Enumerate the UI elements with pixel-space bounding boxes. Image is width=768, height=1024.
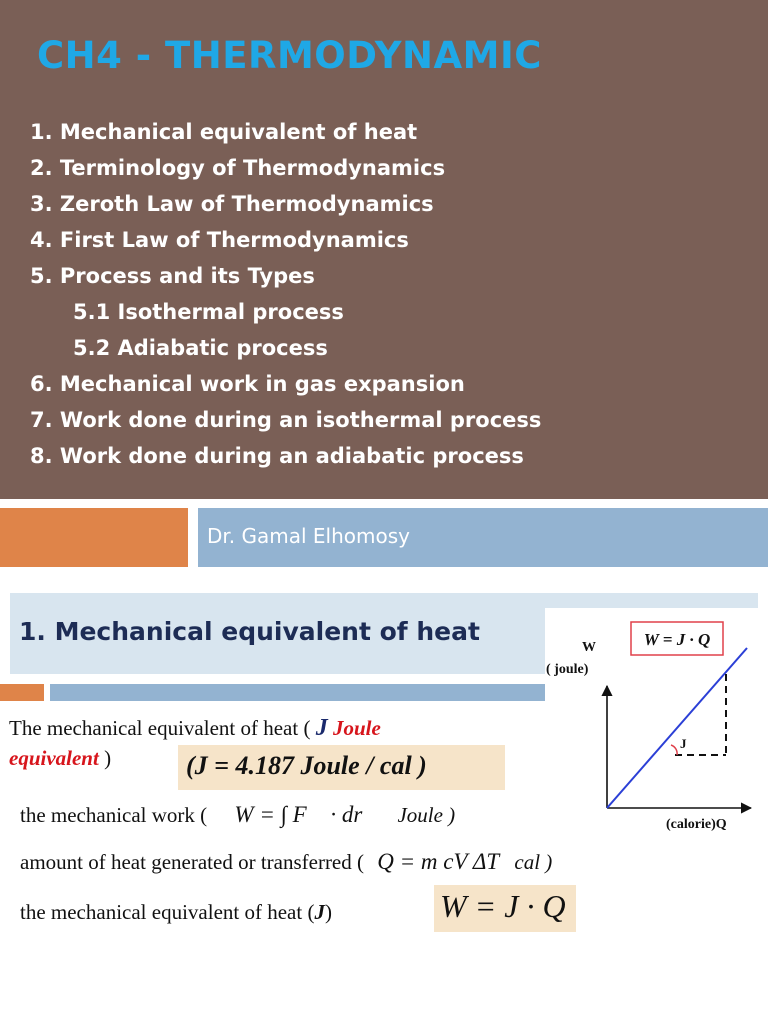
- orange-accent-band: [0, 684, 44, 701]
- graph-svg: [545, 608, 768, 844]
- definition-line-2: [9, 746, 111, 771]
- contents-list: [30, 114, 760, 474]
- equivalent-text: the mechanical equivalent of heat (: [20, 900, 315, 924]
- list-item: 7. Work done during an isothermal process: [30, 408, 542, 432]
- j-symbol: J: [314, 900, 325, 924]
- list-item: 1. Mechanical equivalent of heat: [30, 120, 418, 144]
- slide-contents: [0, 0, 768, 499]
- list-item: 8. Work done during an adiabatic process: [30, 444, 524, 468]
- equivalent-label: equivalent: [9, 746, 99, 770]
- work-unit: Joule ): [397, 803, 456, 827]
- graph-formula: W = J · Q: [643, 630, 711, 649]
- j-value-formula: (J = 4.187 Joule / cal ): [186, 751, 427, 780]
- slope-label: J: [680, 736, 687, 751]
- equivalent-line: [20, 900, 332, 925]
- closing-paren: ): [324, 900, 332, 924]
- work-formula: W = ∫ F⃗ · dr⃗: [234, 802, 381, 827]
- joule-label: Joule: [332, 716, 381, 740]
- j-symbol: J: [315, 715, 328, 741]
- list-item: 5.1 Isothermal process: [73, 300, 344, 324]
- author-name: Dr. Gamal Elhomosy: [207, 524, 410, 548]
- y-label: W: [582, 640, 596, 655]
- j-value-box: [178, 745, 505, 790]
- definition-line: [9, 715, 381, 742]
- heat-line: [20, 849, 552, 875]
- y-unit: ( joule): [546, 662, 589, 677]
- closing-paren: ): [104, 746, 112, 770]
- list-item: 5.2 Adiabatic process: [73, 336, 328, 360]
- slide-title: 1. Mechanical equivalent of heat: [19, 617, 480, 646]
- equation-formula: W = J · Q: [440, 888, 566, 924]
- heat-text: amount of heat generated or transferred (: [20, 850, 364, 874]
- list-item: 5. Process and its Types: [30, 264, 315, 288]
- footer-band: [198, 508, 768, 567]
- heat-unit: cal ): [514, 850, 553, 874]
- angle-arc: [671, 745, 677, 755]
- list-item: 6. Mechanical work in gas expansion: [30, 372, 465, 396]
- slide-title: CH4 - THERMODYNAMIC: [37, 34, 542, 77]
- work-heat-graph: [545, 608, 768, 844]
- definition-text: The mechanical equivalent of heat (: [9, 716, 311, 740]
- equation-box: [434, 885, 576, 932]
- list-item: 2. Terminology of Thermodynamics: [30, 156, 446, 180]
- list-item: 4. First Law of Thermodynamics: [30, 228, 409, 252]
- work-line: [20, 802, 455, 828]
- list-item: 3. Zeroth Law of Thermodynamics: [30, 192, 434, 216]
- heat-formula: Q = m cV ΔT: [377, 849, 500, 874]
- x-label: (calorie)Q: [666, 817, 727, 832]
- orange-accent-band: [0, 508, 188, 567]
- work-text: the mechanical work (: [20, 803, 208, 827]
